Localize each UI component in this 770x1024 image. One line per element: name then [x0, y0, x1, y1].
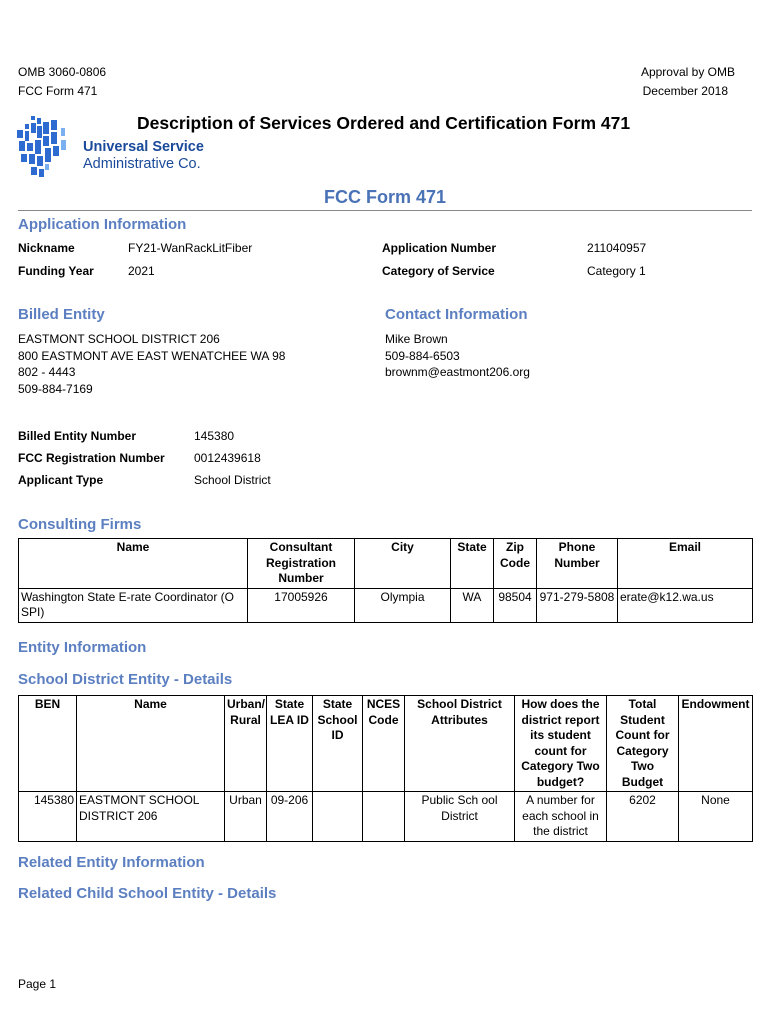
- billed-entity-address: [18, 331, 318, 397]
- address-line: 802 - 4443: [18, 365, 76, 379]
- entity-endowment: None: [679, 792, 753, 842]
- col-phone: Phone Number: [537, 539, 618, 589]
- category-value: Category 1: [587, 264, 646, 278]
- document-title: Description of Services Ordered and Certification Form 471: [137, 113, 631, 133]
- application-info-heading: Application Information: [18, 216, 187, 233]
- funding-year-value: 2021: [128, 264, 155, 278]
- school-district-entity-table: [18, 695, 753, 842]
- usac-logo-mark: [15, 114, 75, 184]
- usac-logo-text: [83, 139, 204, 173]
- fcc-registration-value: 0012439618: [194, 451, 261, 465]
- address-line: EASTMONT SCHOOL DISTRICT 206: [18, 332, 220, 346]
- contact-info-heading: Contact Information: [385, 306, 528, 323]
- application-number-value: 211040957: [587, 241, 647, 255]
- application-number-label: Application Number: [382, 241, 497, 255]
- col-name: Name: [77, 696, 225, 792]
- ben-value: 145380: [194, 429, 235, 443]
- entity-student-count-method: A number for each school in the district: [515, 792, 607, 842]
- applicant-type-label: Applicant Type: [18, 473, 104, 487]
- related-child-school-heading: Related Child School Entity - Details: [18, 885, 277, 902]
- entity-total-student-count: 6202: [607, 792, 679, 842]
- col-name: Name: [19, 539, 248, 589]
- consulting-firms-table: [18, 538, 753, 623]
- col-state: State: [451, 539, 494, 589]
- related-entity-heading: Related Entity Information: [18, 854, 205, 871]
- table-header-row: [19, 539, 753, 589]
- entity-name: EASTMONT SCHOOL DISTRICT 206: [77, 792, 225, 842]
- form-number: FCC Form 471: [18, 84, 98, 98]
- col-state-lea-id: State LEA ID: [267, 696, 313, 792]
- applicant-type-value: School District: [194, 473, 271, 487]
- consultant-phone: 971-279-5808: [537, 588, 618, 622]
- col-state-school-id: State School ID: [313, 696, 363, 792]
- funding-year-label: Funding Year: [18, 264, 94, 278]
- nickname-label: Nickname: [18, 241, 75, 255]
- nickname-value: FY21-WanRackLitFiber: [128, 241, 253, 255]
- col-email: Email: [618, 539, 753, 589]
- entity-district-attributes: Public Sch ool District: [405, 792, 515, 842]
- billed-entity-heading: Billed Entity: [18, 306, 105, 323]
- consultant-name: Washington State E-rate Coordinator (O SPI): [19, 588, 248, 622]
- col-consultant-registration: Consultant Registration Number: [248, 539, 355, 589]
- logo-line-1: Universal Service: [83, 139, 204, 155]
- logo-line-2: Administrative Co.: [83, 156, 201, 172]
- entity-state-lea-id: 09-206: [267, 792, 313, 842]
- ben-label: Billed Entity Number: [18, 429, 137, 443]
- col-total-student-count: Total Student Count for Category Two Budget: [607, 696, 679, 792]
- col-district-attributes: School District Attributes: [405, 696, 515, 792]
- table-header-row: [19, 696, 753, 792]
- col-urban-rural: Urban/ Rural: [225, 696, 267, 792]
- form-title: FCC Form 471: [323, 187, 447, 207]
- entity-ben: 145380: [19, 792, 77, 842]
- contact-name: Mike Brown: [385, 332, 448, 346]
- contact-email: brownm@eastmont206.org: [385, 365, 530, 379]
- entity-nces-code: [363, 792, 405, 842]
- contact-details: [385, 331, 530, 381]
- col-zip: Zip Code: [494, 539, 537, 589]
- omb-approval: Approval by OMB: [640, 65, 735, 79]
- table-row: [19, 588, 753, 622]
- consultant-registration: 17005926: [248, 588, 355, 622]
- title-divider: [18, 210, 752, 211]
- entity-urban-rural: Urban: [225, 792, 267, 842]
- usac-logo: [15, 114, 75, 184]
- address-phone: 509-884-7169: [18, 381, 93, 396]
- address-line: 800 EASTMONT AVE EAST WENATCHEE WA 98: [18, 348, 286, 363]
- consultant-state: WA: [451, 588, 494, 622]
- entity-state-school-id: [313, 792, 363, 842]
- table-row: [19, 792, 753, 842]
- page-number: Page 1: [18, 977, 57, 991]
- col-ben: BEN: [19, 696, 77, 792]
- consultant-zip: 98504: [494, 588, 537, 622]
- col-nces-code: NCES Code: [363, 696, 405, 792]
- category-label: Category of Service: [382, 264, 495, 278]
- fcc-registration-label: FCC Registration Number: [18, 451, 165, 465]
- omb-number: OMB 3060-0806: [18, 65, 107, 79]
- consulting-firms-heading: Consulting Firms: [18, 516, 142, 533]
- consultant-email: erate@k12.wa.us: [618, 588, 753, 622]
- col-student-count-method: How does the district report its student count for Category Two budget?: [515, 696, 607, 792]
- entity-info-heading: Entity Information: [18, 639, 147, 656]
- contact-phone: 509-884-6503: [385, 348, 460, 363]
- col-endowment: Endowment: [679, 696, 753, 792]
- school-district-entity-heading: School District Entity - Details: [18, 671, 233, 688]
- consultant-city: Olympia: [355, 588, 451, 622]
- approval-date: December 2018: [642, 84, 728, 98]
- col-city: City: [355, 539, 451, 589]
